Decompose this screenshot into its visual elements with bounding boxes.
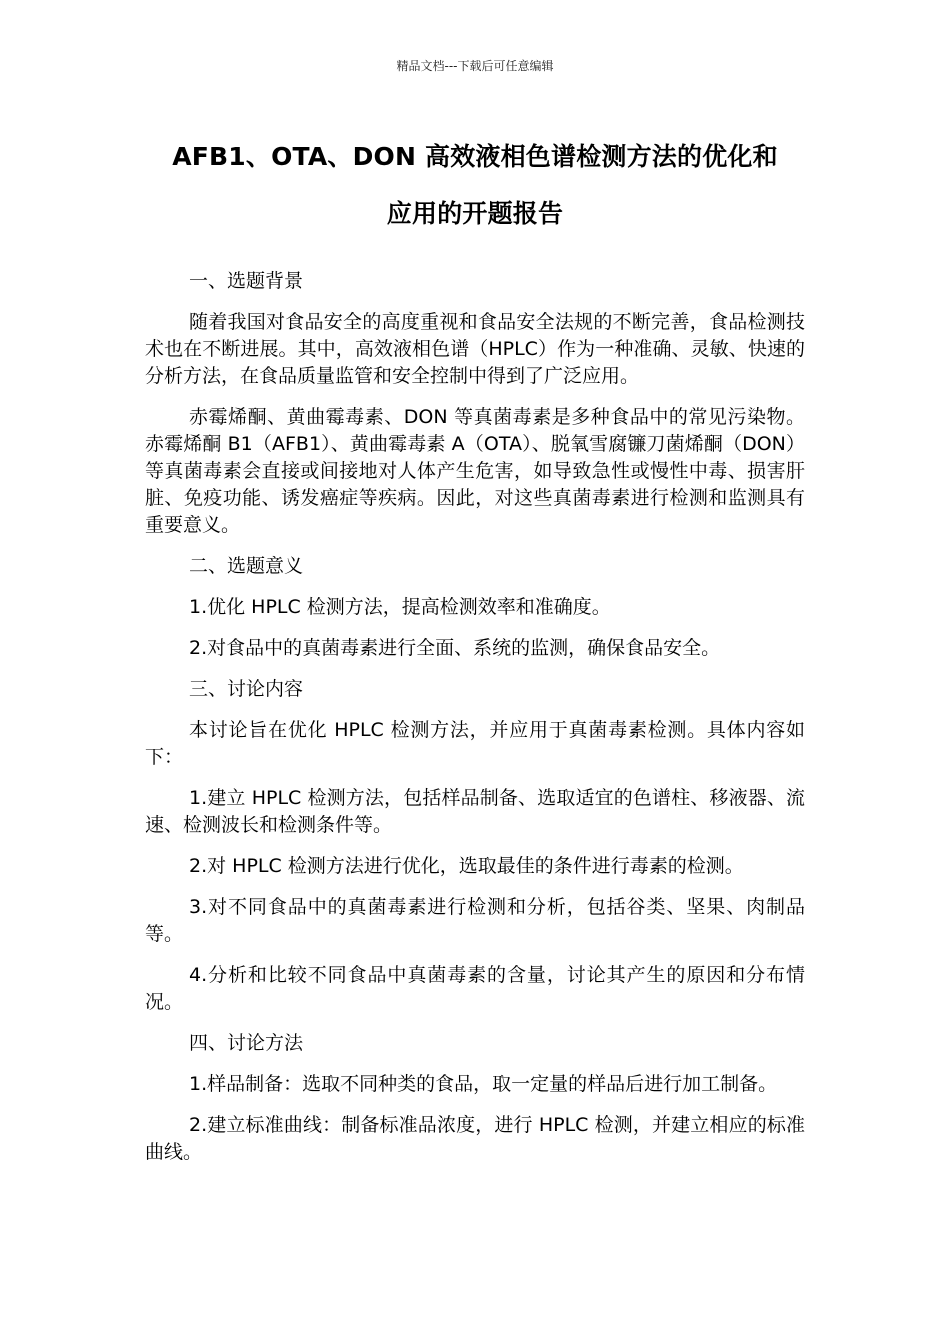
section-heading-background: 一、选题背景 — [189, 270, 304, 292]
section-heading-methods: 四、讨论方法 — [189, 1032, 304, 1054]
title-line-1: AFB1、OTA、DON 高效液相色谱检测方法的优化和 — [172, 142, 778, 171]
list-item: 2.对 HPLC 检测方法进行优化，选取最佳的条件进行毒素的检测。 — [189, 855, 744, 877]
document-body — [145, 268, 805, 1180]
list-item: 2.建立标准曲线：制备标准品浓度，进行 HPLC 检测，并建立相应的标准曲线。 — [145, 1114, 805, 1163]
list-item: 1.样品制备：选取不同种类的食品，取一定量的样品后进行加工制备。 — [189, 1073, 778, 1095]
section-heading-significance: 二、选题意义 — [189, 555, 304, 577]
list-item: 1.建立 HPLC 检测方法，包括样品制备、选取适宜的色谱柱、移液器、流速、检测波长和检测条件等。 — [145, 787, 805, 836]
page-header: 精品文档---下载后可任意编辑 — [396, 59, 554, 73]
paragraph: 本讨论旨在优化 HPLC 检测方法，并应用于真菌毒素检测。具体内容如下： — [145, 719, 805, 768]
title-line-2: 应用的开题报告 — [386, 199, 564, 228]
list-item: 4.分析和比较不同食品中真菌毒素的含量，讨论其产生的原因和分布情况。 — [145, 964, 805, 1013]
list-item: 2.对食品中的真菌毒素进行全面、系统的监测，确保食品安全。 — [189, 637, 721, 659]
list-item: 3.对不同食品中的真菌毒素进行检测和分析，包括谷类、坚果、肉制品等。 — [145, 896, 805, 945]
paragraph: 随着我国对食品安全的高度重视和食品安全法规的不断完善，食品检测技术也在不断进展。其中，高效液相色谱（HPLC）作为一种准确、灵敏、快速的分析方法，在食品质量监管和安全控制中得到了广泛应用。 — [145, 311, 805, 387]
paragraph: 赤霉烯酮、黄曲霉毒素、DON 等真菌毒素是多种食品中的常见污染物。赤霉烯酮 B1（AFB1）、黄曲霉毒素 A（OTA）、脱氧雪腐镰刀菌烯酮（DON）等真菌毒素会直接或间接地对人体产生危害，如导致急性或慢性中毒、损害肝脏、免疫功能、诱发癌症等疾病。因此，对这些真菌毒素进行检测和监测具有重要意义。 — [145, 406, 805, 536]
list-item: 1.优化 HPLC 检测方法，提高检测效率和准确度。 — [189, 596, 611, 618]
document-title — [130, 128, 820, 242]
section-heading-content: 三、讨论内容 — [189, 678, 304, 700]
